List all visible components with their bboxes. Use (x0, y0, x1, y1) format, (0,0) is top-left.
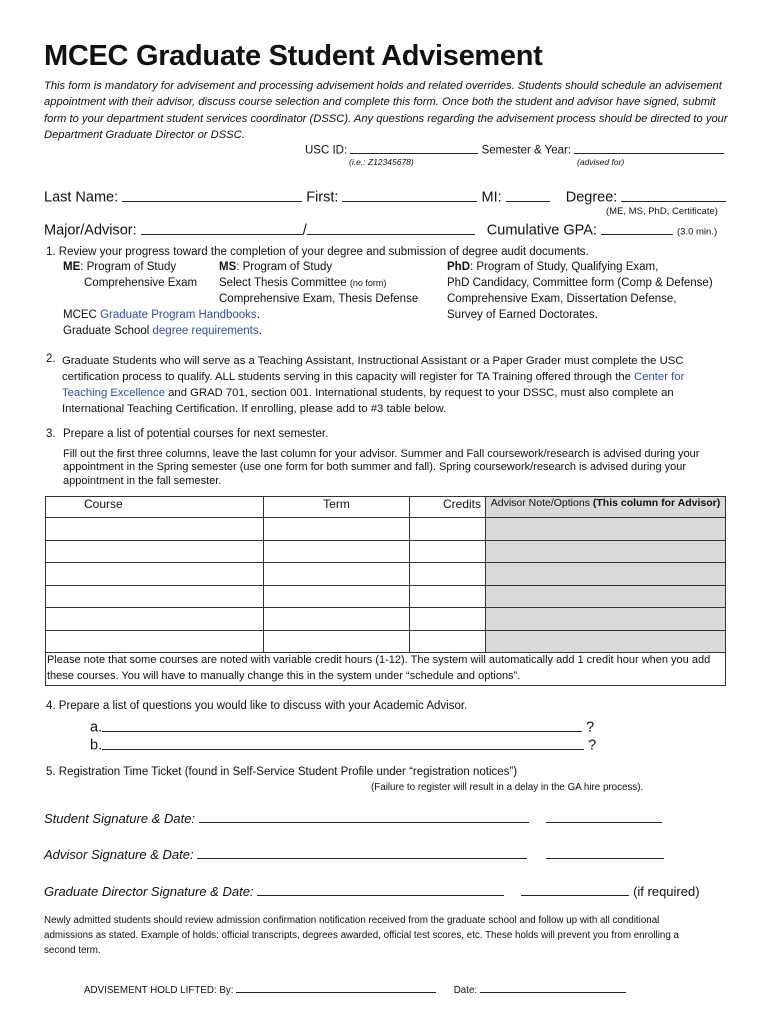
page-title: MCEC Graduate Student Advisement (44, 40, 543, 72)
term-cell[interactable] (264, 518, 410, 541)
student-signature-field[interactable] (199, 809, 529, 823)
ms-thesis-committee-text: Select Thesis Committee (219, 277, 347, 289)
student-signature-label: Student Signature & Date: (44, 811, 196, 826)
question-b-row (90, 734, 596, 754)
name-row (44, 186, 726, 206)
semester-label: Semester & Year: (481, 144, 572, 157)
director-signature-row (44, 882, 700, 899)
advisor-field[interactable] (307, 219, 475, 235)
advisor-note-cell[interactable] (486, 563, 726, 586)
semester-hint: (advised for) (577, 157, 625, 167)
question-b-mark: ? (588, 737, 597, 754)
variable-credit-note: Please note that some courses are noted with variable credit hours (1-12). The system will automatically add 1 credit hour when you add these courses. You will have to manually change this in the system under “schedule and options”. (46, 653, 726, 686)
advisor-note-cell[interactable] (486, 630, 726, 653)
table-row (46, 540, 726, 563)
credits-cell[interactable] (410, 540, 486, 563)
if-required-note: (if required) (633, 884, 700, 899)
course-cell[interactable] (46, 563, 264, 586)
advisor-signature-row (44, 845, 664, 862)
question-a-label: a. (90, 719, 103, 736)
gpa-field[interactable] (601, 219, 673, 235)
table-row (46, 630, 726, 653)
major-advisor-label: Major/Advisor: (44, 222, 137, 239)
center-for-teaching-excellence-link[interactable]: Center for Teaching Excellence (62, 371, 685, 399)
phd-candidacy: PhD Candidacy, Committee form (Comp & Defense) (447, 277, 713, 289)
handbook-suffix: . (256, 309, 260, 321)
last-name-field[interactable] (122, 186, 302, 202)
credits-cell[interactable] (410, 563, 486, 586)
hold-lifted-row (84, 982, 626, 996)
usc-id-row (305, 141, 724, 157)
item-3-instructions: Fill out the first three columns, leave the last column for your advisor. Summer and Fall coursework/research is advised during your appointment in the Spring semester (use one form for both summer and fall). Spring coursework/research is advised during your appointment in the fall semester. (63, 448, 700, 487)
degree-field[interactable] (621, 186, 726, 202)
gpa-hint: (3.0 min.) (677, 226, 718, 238)
me-program-of-study: : Program of Study (80, 261, 177, 273)
advisor-note-cell[interactable] (486, 540, 726, 563)
degree-hint: (ME, MS, PhD, Certificate) (606, 206, 718, 217)
phd-comprehensive-exam: Comprehensive Exam, Dissertation Defense, (447, 293, 677, 305)
item-2-text-b: and GRAD 701, section 001. International students, by request to your DSSC, must also complete an International Teaching Certification. If enrolling, please add to #3 table below. (62, 387, 674, 415)
table-row (46, 585, 726, 608)
item-3-heading: Prepare a list of potential courses for next semester. (63, 428, 329, 440)
item-2-text-a: Graduate Students who will serve as a Teaching Assistant, Instructional Assistant or a Paper Grader must complete the USC certification process to qualify. ALL students serving in this capacity will register for TA Training offered through the (62, 355, 684, 383)
advisor-date-field[interactable] (546, 845, 664, 859)
advisor-note-cell[interactable] (486, 608, 726, 631)
term-column-header: Term (264, 497, 410, 518)
intro-paragraph: This form is mandatory for advisement and processing advisement holds and related overrides. Students should schedule an advisement appointment with their advisor, discuss course selection and complete this form. Once both the student and advisor have signed, submit form to your department student services coordinator (DSSC). Any questions regarding the advisement process should be directed to your Department Graduate Director or DSSC. (44, 80, 728, 142)
question-b-field[interactable] (102, 734, 584, 750)
term-cell[interactable] (264, 585, 410, 608)
item-2-text (62, 353, 722, 417)
credits-cell[interactable] (410, 630, 486, 653)
item-4-text: 4. Prepare a list of questions you would like to discuss with your Academic Advisor. (46, 700, 468, 712)
phd-survey: Survey of Earned Doctorates. (447, 309, 598, 321)
mi-field[interactable] (506, 186, 550, 202)
course-column-header: Course (46, 497, 264, 518)
item-5-note: (Failure to register will result in a delay in the GA hire process). (371, 782, 644, 793)
gpa-label: Cumulative GPA: (486, 222, 597, 239)
term-cell[interactable] (264, 563, 410, 586)
hold-lifted-date-label: Date: (453, 984, 478, 996)
major-advisor-slash: / (302, 222, 307, 239)
grad-school-prefix: Graduate School (63, 325, 153, 337)
hold-lifted-by-label: ADVISEMENT HOLD LIFTED: By: (84, 984, 234, 996)
term-cell[interactable] (264, 608, 410, 631)
director-signature-field[interactable] (257, 882, 504, 896)
graduate-program-handbooks-link[interactable]: Graduate Program Handbooks (100, 309, 257, 321)
last-name-label: Last Name: (44, 189, 119, 206)
grad-school-suffix: . (258, 325, 262, 337)
student-date-field[interactable] (546, 809, 662, 823)
me-label: ME (63, 261, 81, 273)
footer-note: Newly admitted students should review admission confirmation notification received from the graduate school and follow up with all conditional admissions as stated. Example of holds: official transcripts, degrees awarded, official test scores, etc. These holds will prevent you from enrolling a second term. (44, 915, 679, 957)
ms-thesis-committee (219, 277, 386, 289)
degree-label: Degree: (565, 189, 618, 206)
major-field[interactable] (141, 219, 303, 235)
course-cell[interactable] (46, 608, 264, 631)
item-5-text: 5. Registration Time Ticket (found in Self-Service Student Profile under “registration notices”) (46, 766, 518, 778)
table-row (46, 518, 726, 541)
hold-lifted-by-field[interactable] (236, 982, 436, 993)
phd-program-of-study: : Program of Study, Qualifying Exam, (470, 261, 659, 273)
ms-program-of-study: : Program of Study (236, 261, 333, 273)
semester-field[interactable] (574, 141, 724, 154)
credits-cell[interactable] (410, 518, 486, 541)
ms-comprehensive-exam: Comprehensive Exam, Thesis Defense (219, 293, 419, 305)
advisor-signature-label: Advisor Signature & Date: (44, 847, 194, 862)
first-name-label: First: (306, 189, 339, 206)
question-a-mark: ? (586, 719, 595, 736)
major-row (44, 219, 717, 239)
term-cell[interactable] (264, 540, 410, 563)
usc-id-label: USC ID: (305, 144, 348, 157)
course-cell[interactable] (46, 585, 264, 608)
table-note-row (46, 653, 726, 686)
ms-no-form-note: (no form) (349, 278, 387, 288)
term-cell[interactable] (264, 630, 410, 653)
question-a-row (90, 716, 594, 736)
table-row (46, 608, 726, 631)
advisor-note-cell[interactable] (486, 518, 726, 541)
credits-cell[interactable] (410, 585, 486, 608)
handbook-prefix: MCEC (63, 309, 101, 321)
table-row (46, 563, 726, 586)
phd-label: PhD (447, 261, 470, 273)
handbook-line (63, 309, 260, 321)
hold-lifted-date-field[interactable] (480, 982, 626, 993)
advisor-signature-field[interactable] (197, 845, 527, 859)
phd-requirements (447, 261, 658, 273)
grad-school-line (63, 325, 262, 337)
item-2-number: 2. (46, 353, 56, 365)
first-name-field[interactable] (342, 186, 477, 202)
course-cell[interactable] (46, 630, 264, 653)
director-date-field[interactable] (521, 882, 629, 896)
me-comprehensive-exam: Comprehensive Exam (84, 277, 198, 289)
item-3-number: 3. (46, 428, 56, 440)
ms-label: MS (219, 261, 237, 273)
advisor-note-cell[interactable] (486, 585, 726, 608)
courses-table (45, 496, 726, 686)
course-cell[interactable] (46, 540, 264, 563)
question-a-field[interactable] (102, 716, 582, 732)
usc-id-field[interactable] (350, 141, 478, 154)
advisor-note-header-text: Advisor Note/Options (490, 497, 593, 509)
item-1-text: 1. Review your progress toward the completion of your degree and submission of degree audit documents. (46, 246, 589, 258)
director-signature-label: Graduate Director Signature & Date: (44, 884, 254, 899)
degree-requirements-link[interactable]: degree requirements (152, 325, 259, 337)
course-cell[interactable] (46, 518, 264, 541)
advisor-note-header-bold: (This column for Advisor) (592, 497, 721, 509)
me-requirements (63, 261, 176, 273)
student-signature-row (44, 809, 662, 826)
question-b-label: b. (90, 737, 103, 754)
credits-column-header: Credits (410, 497, 486, 518)
ms-requirements (219, 261, 332, 273)
advisor-note-column-header (486, 497, 726, 518)
credits-cell[interactable] (410, 608, 486, 631)
mi-label: MI: (481, 189, 502, 206)
table-header-row (46, 497, 726, 518)
usc-id-hint: (i.e.: Z12345678) (349, 157, 414, 167)
